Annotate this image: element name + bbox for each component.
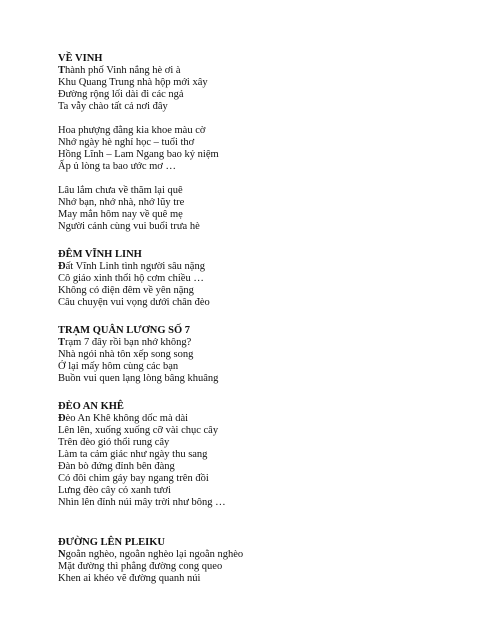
poem-stanza bbox=[58, 261, 478, 309]
first-letter: Đ bbox=[58, 261, 66, 272]
poem-line: Làm ta cảm giác như ngày thu sang bbox=[58, 449, 208, 460]
poem-line: Ở lại mấy hôm cùng các bạn bbox=[58, 361, 179, 372]
poem-title: ĐÊM VĨNH LINH bbox=[58, 249, 142, 260]
poem-line: Hoa phượng đằng kia khoe màu cờ bbox=[58, 125, 206, 136]
poem-stanza bbox=[58, 413, 478, 509]
poem-title: VỀ VINH bbox=[58, 53, 103, 64]
poem-line: Ngoằn nghèo, ngoằn nghèo lại ngoằn nghèo bbox=[58, 549, 244, 560]
poem-title: ĐƯỜNG LÊN PLEIKU bbox=[58, 537, 165, 548]
poem-section bbox=[58, 325, 478, 385]
poem-line: Hồng Lĩnh – Lam Ngang bao kỷ niệm bbox=[58, 149, 219, 160]
poem-line: Lên lên, xuống xuống cỡ vài chục cây bbox=[58, 425, 219, 436]
poem-section bbox=[58, 53, 478, 233]
poem-stanza bbox=[58, 185, 478, 233]
poem-title: TRẠM QUÂN LƯƠNG SỐ 7 bbox=[58, 325, 191, 336]
poem-line: Ấp ủ lòng ta bao ước mơ … bbox=[58, 161, 176, 172]
first-letter: T bbox=[58, 65, 66, 76]
poem-line: Buồn vui quen lạng lòng bâng khuâng bbox=[58, 373, 219, 384]
poem-line: Đàn bò đứng đỉnh bên đàng bbox=[58, 461, 175, 472]
poem-stanza bbox=[58, 65, 478, 113]
poem-line: Nhà ngói nhà tôn xếp song song bbox=[58, 349, 194, 360]
poem-line: Không có điện đêm về yên nặng bbox=[58, 285, 194, 296]
poem-line: May mắn hôm nay về quê mẹ bbox=[58, 209, 183, 220]
poem-line: Đường rộng lối dài đi các ngả bbox=[58, 89, 184, 100]
poem-line: Nhớ ngày hè nghỉ học – tuổi thơ bbox=[58, 137, 195, 148]
poem-line: Nhớ bạn, nhớ nhà, nhớ lũy tre bbox=[58, 197, 185, 208]
poem-stanza bbox=[58, 337, 478, 385]
document-page bbox=[58, 53, 478, 585]
poem-line: Lâu lắm chưa về thăm lại quê bbox=[58, 185, 183, 196]
poem-title: ĐÈO AN KHÊ bbox=[58, 401, 124, 412]
poem-line: Người cảnh cùng vui buổi trưa hè bbox=[58, 221, 200, 232]
first-letter: T bbox=[58, 337, 66, 348]
poem-stanza bbox=[58, 549, 478, 585]
poem-line: Câu chuyện vui vọng dưới chân đèo bbox=[58, 297, 210, 308]
poem-line: Khen ai khéo vẽ đường quanh núi bbox=[58, 573, 201, 584]
poem-section bbox=[58, 537, 478, 585]
poem-stanza bbox=[58, 125, 478, 173]
poem-line: Lưng đèo cây cỏ xanh tươi bbox=[58, 485, 171, 496]
poem-line: Ta vẫy chào tất cả nơi đây bbox=[58, 101, 168, 112]
poem-line: Cô giáo xinh thổi hộ cơm chiều … bbox=[58, 273, 204, 284]
first-letter: Đ bbox=[58, 413, 66, 424]
poem-line: Có đôi chim gáy bay ngang trên đồi bbox=[58, 473, 209, 484]
poem-line: Đèo An Khê không dốc mà dài bbox=[58, 413, 189, 424]
poem-section bbox=[58, 401, 478, 509]
poem-line: Nhìn lên đỉnh núi mây trời như bông … bbox=[58, 497, 226, 508]
poem-line: Mặt đường thì phẳng đường cong queo bbox=[58, 561, 223, 572]
poem-line: Khu Quang Trung nhà hộp mới xây bbox=[58, 77, 208, 88]
first-letter: N bbox=[58, 549, 66, 560]
poem-line: Trên đèo gió thổi rung cây bbox=[58, 437, 170, 448]
poem-line: Đất Vĩnh Linh tình người sâu nặng bbox=[58, 261, 205, 272]
poem-line: Trạm 7 đây rồi bạn nhớ không? bbox=[58, 337, 192, 348]
poem-section bbox=[58, 249, 478, 309]
poem-line: Thành phố Vinh nắng hè ơi à bbox=[58, 65, 181, 76]
